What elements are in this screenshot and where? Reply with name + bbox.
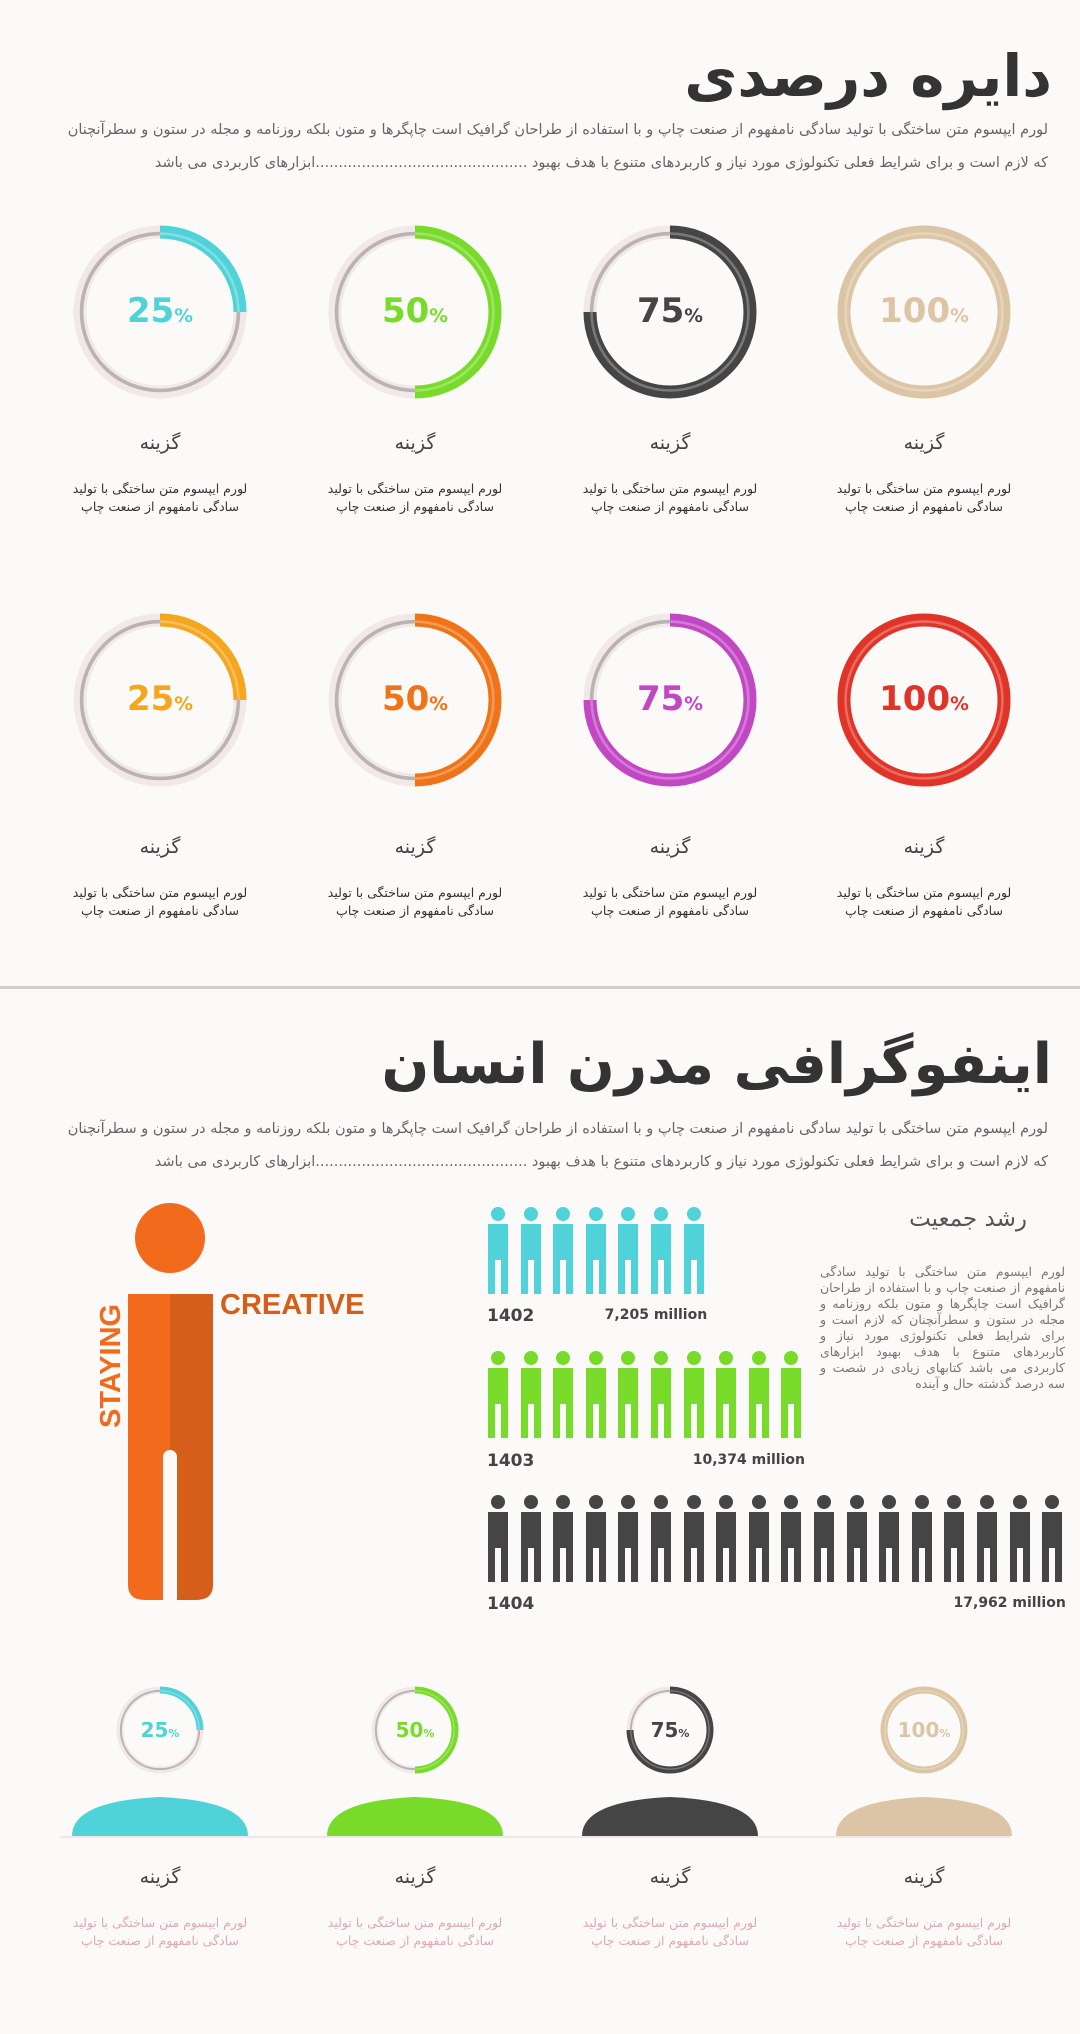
- person-icon: [715, 1494, 737, 1586]
- person-icon: [585, 1206, 607, 1298]
- person-icon: [520, 1350, 542, 1442]
- person-icon: [552, 1494, 574, 1586]
- option-description: لورم ایپسوم متن ساختگی با تولید سادگی نامفهوم از صنعت چاپ: [72, 1915, 248, 1948]
- percent-label: 50%: [381, 678, 449, 719]
- staying-word: STAYING: [95, 1303, 127, 1428]
- shoulder-shape: [582, 1791, 762, 1836]
- option-description: لورم ایپسوم متن ساختگی با تولید سادگی نامفهوم از صنعت چاپ: [72, 885, 248, 918]
- percent-label: 25%: [126, 678, 194, 719]
- section1-title: دایره درصدی: [684, 42, 1052, 110]
- growth-text: لورم ایپسوم متن ساختگی با تولید سادگی نامفهوم از صنعت چاپ و با استفاده از طراحان گرافیک است چاپگرها و متون بلکه روزنامه و مجله در ستون و سطرآنچنان که لازم است و برای شرایط فعلی تکنولوژی مورد نیاز و کاربردهای متنوع با هدف بهبود ابزارهای کاربردی می باشد کتابهای زیادی در شصت و سه درصد گذشته حال و آینده: [820, 1264, 1065, 1391]
- person-icon: [683, 1206, 705, 1298]
- person-icon: [911, 1494, 933, 1586]
- option-label: گزینه: [139, 836, 181, 858]
- option-label: گزینه: [139, 1866, 181, 1888]
- baseline: [60, 1836, 1010, 1838]
- person-icon: [617, 1350, 639, 1442]
- person-icon: [748, 1494, 770, 1586]
- percent-label: 75%: [636, 678, 704, 719]
- person-icon: [585, 1494, 607, 1586]
- year-label: 1404: [487, 1594, 535, 1614]
- growth-title: رشد جمعیت: [909, 1206, 1027, 1232]
- person-icon: [846, 1494, 868, 1586]
- person-icon: [813, 1494, 835, 1586]
- option-description: لورم ایپسوم متن ساختگی با تولید سادگی نامفهوم از صنعت چاپ: [327, 1915, 503, 1948]
- person-icon: [683, 1494, 705, 1586]
- person-icon: [780, 1494, 802, 1586]
- percent-label: 25%: [126, 290, 194, 331]
- person-icon: [650, 1206, 672, 1298]
- person-icon: [650, 1494, 672, 1586]
- section2-title: اینفوگرافی مدرن انسان: [381, 1032, 1052, 1097]
- intro-line: که لازم است و برای شرایط فعلی تکنولوژی مورد نیاز و کاربردهای متنوع با هدف بهبود ..............................................ابزارهای کاربردی می باشد: [154, 1154, 1048, 1170]
- person-icon: [976, 1494, 998, 1586]
- option-label: گزینه: [394, 1866, 436, 1888]
- option-description: لورم ایپسوم متن ساختگی با تولید سادگی نامفهوم از صنعت چاپ: [582, 885, 758, 918]
- option-description: لورم ایپسوم متن ساختگی با تولید سادگی نامفهوم از صنعت چاپ: [327, 885, 503, 918]
- person-icon: [487, 1494, 509, 1586]
- person-icon: [715, 1350, 737, 1442]
- person-icon: [683, 1350, 705, 1442]
- option-description: لورم ایپسوم متن ساختگی با تولید سادگی نامفهوم از صنعت چاپ: [72, 481, 248, 514]
- section-divider: [0, 986, 1080, 989]
- option-description: لورم ایپسوم متن ساختگی با تولید سادگی نامفهوم از صنعت چاپ: [582, 481, 758, 514]
- section1-intro: [60, 114, 1048, 180]
- person-icon: [552, 1350, 574, 1442]
- person-icon: [1041, 1494, 1063, 1586]
- option-label: گزینه: [903, 836, 945, 858]
- population-value: 10,374 million: [692, 1452, 805, 1468]
- intro-line: لورم ایپسوم متن ساختگی با تولید سادگی نامفهوم از صنعت چاپ و با استفاده از طراحان گرافیک است چاپگرها و متون بلکه روزنامه و مجله در ستون و سطرآنچنان: [67, 122, 1048, 138]
- person-icon: [520, 1494, 542, 1586]
- human-head: [135, 1203, 205, 1273]
- option-description: لورم ایپسوم متن ساختگی با تولید سادگی نامفهوم از صنعت چاپ: [327, 481, 503, 514]
- option-label: گزینه: [649, 836, 691, 858]
- section2-intro: [60, 1113, 1048, 1179]
- person-icon: [617, 1494, 639, 1586]
- option-label: گزینه: [394, 432, 436, 454]
- year-label: 1403: [487, 1451, 535, 1471]
- percent-label: 50%: [395, 1717, 435, 1742]
- percent-label: 100%: [879, 290, 969, 331]
- intro-line: لورم ایپسوم متن ساختگی با تولید سادگی نامفهوم از صنعت چاپ و با استفاده از طراحان گرافیک است چاپگرها و متون بلکه روزنامه و مجله در ستون و سطرآنچنان: [67, 1121, 1048, 1137]
- percent-label: 100%: [897, 1717, 951, 1742]
- option-description: لورم ایپسوم متن ساختگی با تولید سادگی نامفهوم از صنعت چاپ: [836, 1915, 1012, 1948]
- option-label: گزینه: [903, 432, 945, 454]
- option-label: گزینه: [139, 432, 181, 454]
- person-icon: [1009, 1494, 1031, 1586]
- human-leg-gap: [163, 1450, 177, 1605]
- shoulder-shape: [327, 1791, 507, 1836]
- person-icon: [878, 1494, 900, 1586]
- percent-label: 50%: [381, 290, 449, 331]
- population-value: 17,962 million: [953, 1595, 1066, 1611]
- person-icon: [748, 1350, 770, 1442]
- option-description: لورم ایپسوم متن ساختگی با تولید سادگی نامفهوم از صنعت چاپ: [836, 481, 1012, 514]
- option-label: گزینه: [649, 1866, 691, 1888]
- option-description: لورم ایپسوم متن ساختگی با تولید سادگی نامفهوم از صنعت چاپ: [582, 1915, 758, 1948]
- person-icon: [617, 1206, 639, 1298]
- human-figure: [90, 1200, 380, 1610]
- person-icon: [650, 1350, 672, 1442]
- percent-label: 25%: [140, 1717, 180, 1742]
- option-description: لورم ایپسوم متن ساختگی با تولید سادگی نامفهوم از صنعت چاپ: [836, 885, 1012, 918]
- person-icon: [552, 1206, 574, 1298]
- person-icon: [943, 1494, 965, 1586]
- percent-label: 75%: [650, 1717, 690, 1742]
- option-label: گزینه: [649, 432, 691, 454]
- percent-label: 100%: [879, 678, 969, 719]
- option-label: گزینه: [903, 1866, 945, 1888]
- person-icon: [585, 1350, 607, 1442]
- shoulder-shape: [836, 1791, 1016, 1836]
- person-icon: [520, 1206, 542, 1298]
- year-label: 1402: [487, 1306, 535, 1326]
- creative-word: CREATIVE: [220, 1289, 365, 1321]
- shoulder-shape: [72, 1791, 252, 1836]
- person-icon: [487, 1350, 509, 1442]
- intro-line: که لازم است و برای شرایط فعلی تکنولوژی مورد نیاز و کاربردهای متنوع با هدف بهبود ..............................................ابزارهای کاربردی می باشد: [154, 155, 1048, 171]
- person-icon: [487, 1206, 509, 1298]
- population-value: 7,205 million: [604, 1307, 708, 1323]
- option-label: گزینه: [394, 836, 436, 858]
- percent-label: 75%: [636, 290, 704, 331]
- person-icon: [780, 1350, 802, 1442]
